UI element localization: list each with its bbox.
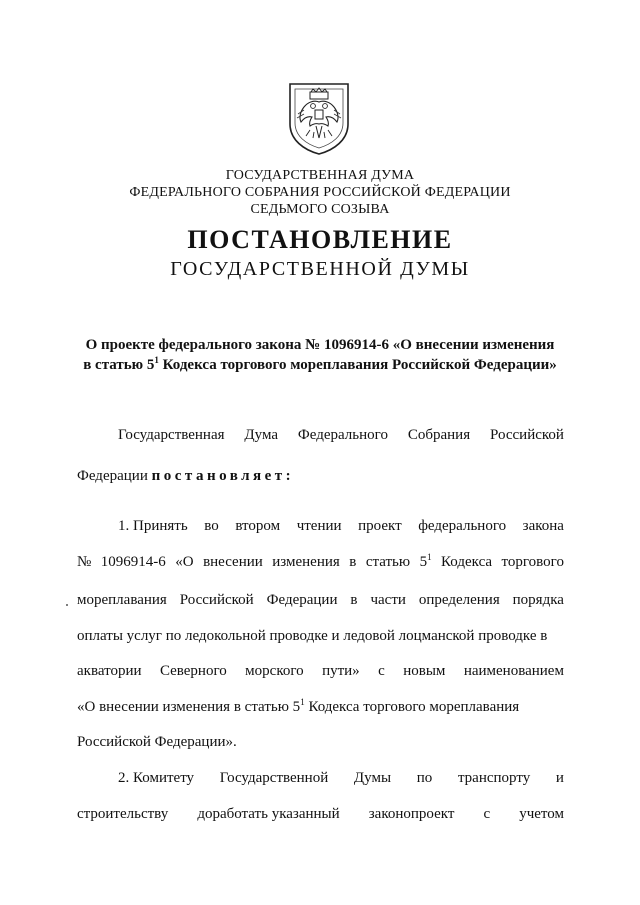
scan-speck <box>66 604 68 606</box>
item1-line-5: акватории Северного морского пути» с новым наименованием <box>77 663 564 679</box>
bill-heading-line-2: в статью $5^1$ Кодекса торгового мореплавания Российской Федерации» <box>83 355 557 373</box>
document-issuer-subtitle: ГОСУДАРСТВЕННОЙ ДУМЫ <box>170 258 470 280</box>
org-name-line-2: ФЕДЕРАЛЬНОГО СОБРАНИЯ РОССИЙСКОЙ ФЕДЕРАЦИИ <box>129 185 511 200</box>
coat-of-arms-icon <box>286 80 352 156</box>
item1-line-6: «О внесении изменения в статью $5^1$ Кодекса торгового мореплавания <box>77 697 520 715</box>
intro-line-1 <box>118 426 564 444</box>
convocation-line: СЕДЬМОГО СОЗЫВА <box>250 202 390 217</box>
resolves-word: постановляет: <box>151 468 295 484</box>
item2-line-2: строительству доработать указанный законопроект с учетом <box>77 806 564 822</box>
item1-line-3: мореплавания Российской Федерации в части определения порядка <box>77 592 564 608</box>
item1-line-7: Российской Федерации». <box>77 734 237 750</box>
document-type-title: ПОСТАНОВЛЕНИЕ <box>187 225 453 254</box>
item1-line-1: 1. Принять во втором чтении проект федерального закона <box>118 518 564 534</box>
intro-word: Дума <box>244 427 279 443</box>
intro-word: Собрания <box>407 427 471 443</box>
intro-line-2: Федерации постановляет: <box>77 468 295 484</box>
intro-word: Российской <box>490 427 564 443</box>
item2-line-1: 2. Комитету Государственной Думы по транспорту и <box>118 770 564 786</box>
intro-word: Федерального <box>297 427 388 443</box>
item1-line-2: № 1096914-6 «О внесении изменения в статью $5^1$ Кодекса торгового <box>77 552 564 570</box>
item1-line-4: оплаты услуг по ледокольной проводке и ледовой лоцманской проводке в <box>77 628 548 644</box>
org-name-line-1: ГОСУДАРСТВЕННАЯ ДУМА <box>225 168 415 183</box>
bill-heading-line-1: О проекте федерального закона № 1096914-6 «О внесении изменения <box>85 337 555 353</box>
intro-word: Государственная <box>118 427 225 443</box>
